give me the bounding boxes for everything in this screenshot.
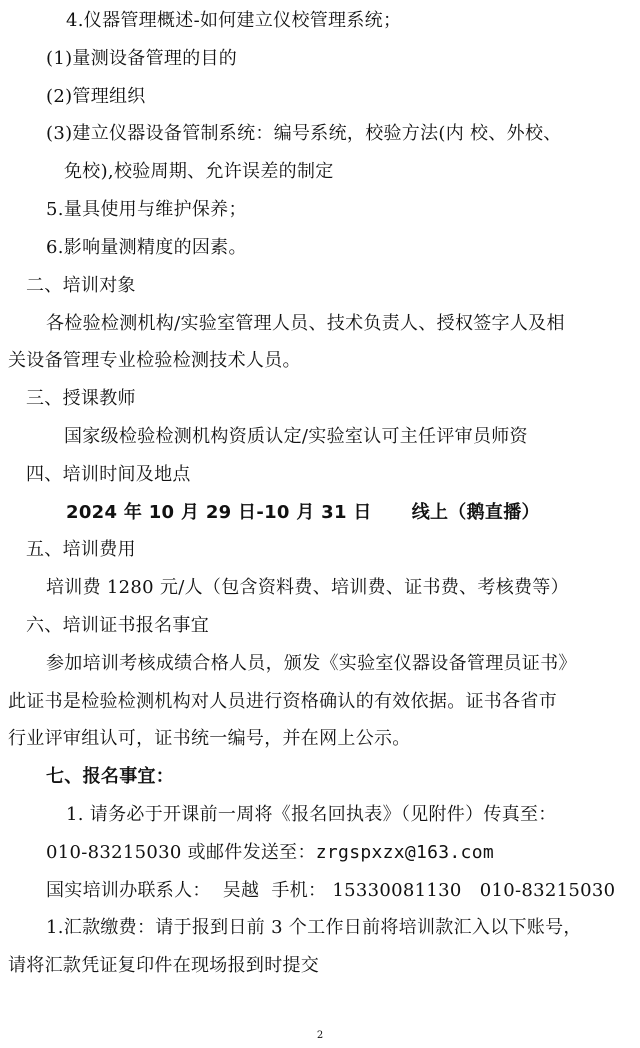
- section-6-heading: 六、培训证书报名事宜: [26, 615, 209, 636]
- section-7-payment-line-2: 请将汇款凭证复印件在现场报到时提交: [8, 955, 320, 976]
- section-7-fax-email: [46, 841, 494, 865]
- section-3-body: 国家级检验检测机构资质认定/实验室认可主任评审员师资: [64, 426, 528, 447]
- contact-name: 吴越: [222, 880, 260, 901]
- section-6-body-line-3: 行业评审组认可，证书统一编号，并在网上公示。: [8, 728, 411, 749]
- content-item-6: 6.影响量测精度的因素。: [46, 237, 247, 258]
- content-item-4: 4.仪器管理概述-如何建立仪校管理系统；: [66, 10, 402, 31]
- section-4-heading: 四、培训时间及地点: [26, 464, 191, 485]
- section-3-heading: 三、授课教师: [26, 388, 136, 409]
- content-item-5: 5.量具使用与维护保养；: [46, 199, 247, 220]
- section-2-body-line-2: 关设备管理专业检验检测技术人员。: [8, 350, 301, 371]
- email-address: zrgspxzx@163.com: [315, 842, 494, 863]
- section-6-body-line-1: 参加培训考核成绩合格人员，颁发《实验室仪器设备管理员证书》: [46, 653, 577, 674]
- contact-label: 国实培训办联系人：: [46, 880, 211, 901]
- section-5-heading: 五、培训费用: [26, 539, 136, 560]
- section-4-date-venue: [66, 501, 540, 525]
- section-7-payment-line-1: 1.汇款缴费：请于报到日前 3 个工作日前将培训款汇入以下账号，: [46, 917, 582, 938]
- section-2-heading: 二、培训对象: [26, 275, 136, 296]
- section-7-contact: [46, 879, 615, 903]
- content-item-4-2: (2)管理组织: [46, 86, 146, 107]
- section-7-item-1: 1. 请务必于开课前一周将《报名回执表》（见附件）传真至：: [66, 804, 557, 825]
- section-2-body-line-1: 各检验检测机构/实验室管理人员、技术负责人、授权签字人及相: [46, 313, 565, 334]
- mobile-number: 15330081130: [332, 880, 462, 901]
- landline-number: 010-83215030: [479, 880, 616, 901]
- page-number: 2: [316, 1030, 324, 1041]
- section-5-body: 培训费 1280 元/人（包含资料费、培训费、证书费、考核费等）: [46, 577, 569, 598]
- content-item-4-3-line-2: 免校),校验周期、允许误差的制定: [64, 161, 334, 182]
- training-date: 2024 年 10 月 29 日-10 月 31 日: [66, 502, 372, 523]
- fax-prefix: 010-83215030 或邮件发送至：: [46, 842, 316, 863]
- content-item-4-3-line-1: (3)建立仪器设备管制系统：编号系统，校验方法(内 校、外校、: [46, 123, 562, 144]
- training-venue: 线上（鹅直播）: [411, 502, 540, 523]
- content-item-4-1: (1)量测设备管理的目的: [46, 48, 238, 69]
- section-7-heading: 七、报名事宜：: [46, 766, 175, 787]
- section-6-body-line-2: 此证书是检验检测机构对人员进行资格确认的有效依据。证书各省市: [8, 691, 557, 712]
- phone-label: 手机：: [271, 880, 327, 901]
